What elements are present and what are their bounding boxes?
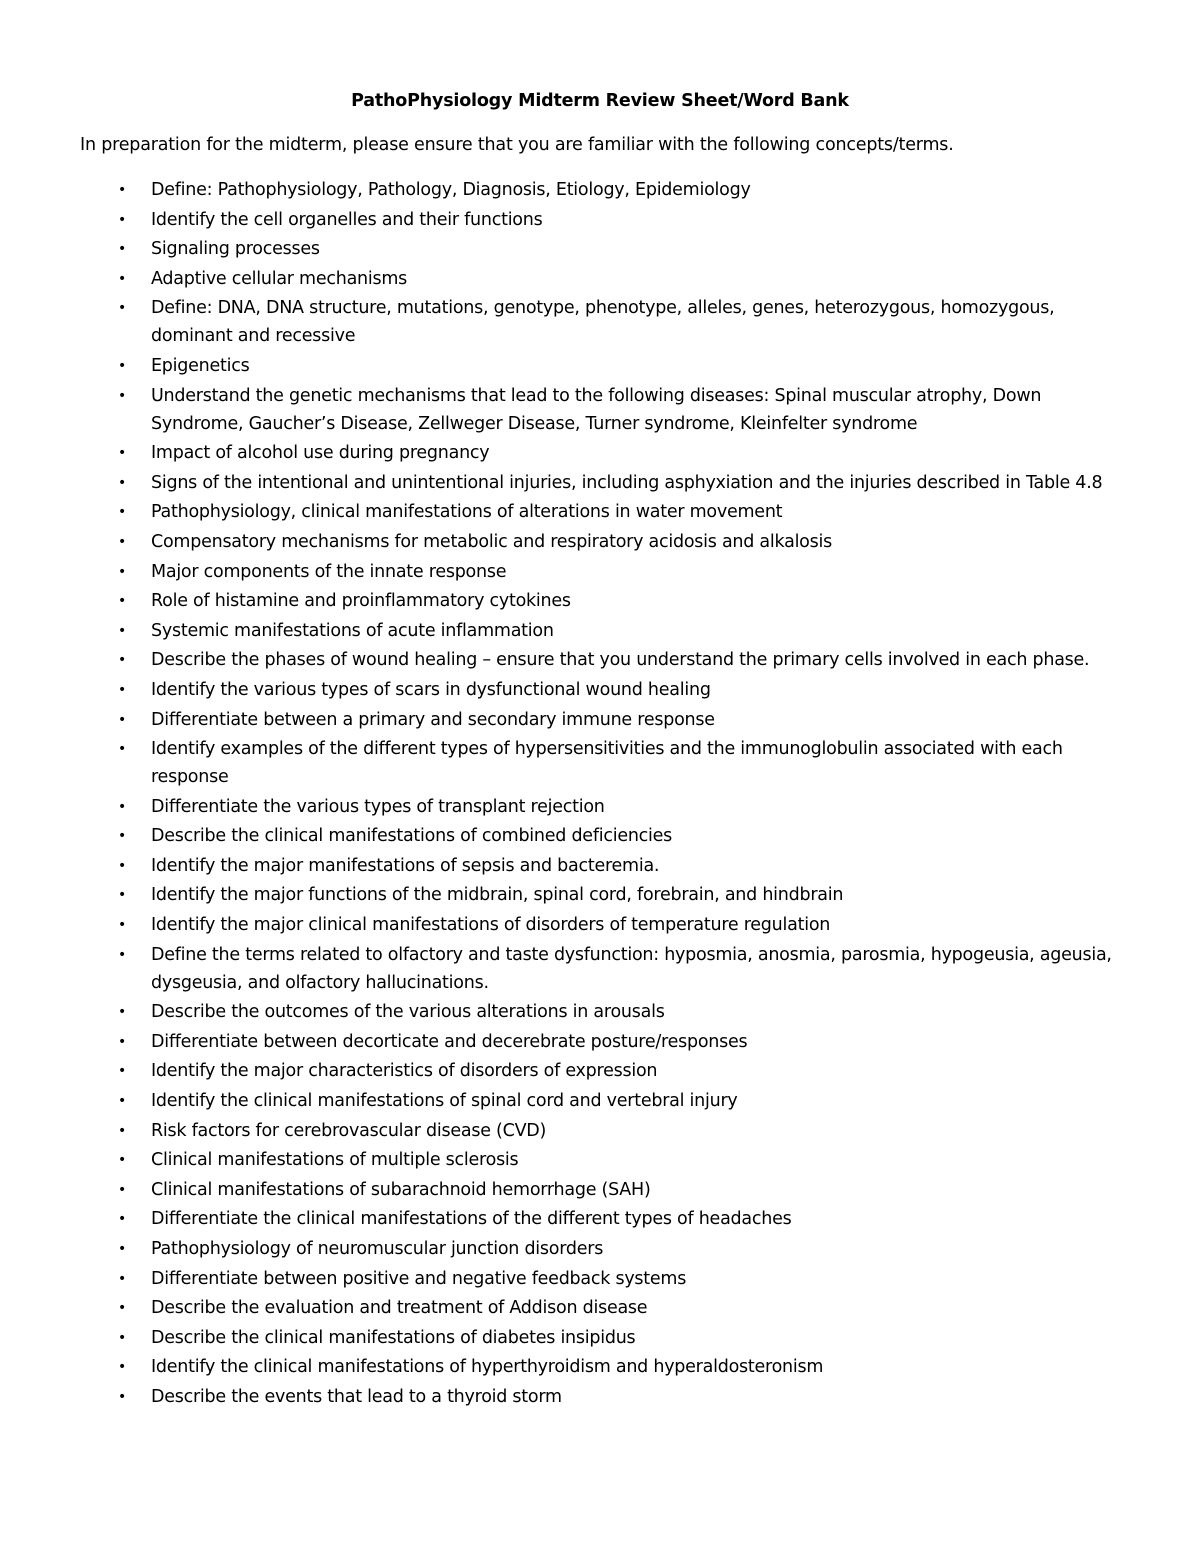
bullet-icon: •: [117, 798, 126, 815]
bullet-icon: •: [117, 652, 126, 669]
bullet-icon: •: [117, 887, 126, 904]
bullet-icon: •: [117, 300, 126, 317]
list-item: [0, 587, 1131, 615]
list-item-text: Risk factors for cerebrovascular disease (CVD): [151, 1120, 547, 1141]
list-item: [0, 176, 1131, 204]
bullet-icon: •: [117, 474, 126, 491]
list-item: [0, 735, 1131, 791]
list-item: [0, 646, 1131, 674]
review-topic-list: [0, 176, 1200, 1413]
bullet-icon: •: [117, 504, 126, 521]
bullet-icon: •: [117, 357, 126, 374]
list-item: [0, 676, 1131, 704]
list-item-text: Clinical manifestations of subarachnoid hemorrhage (SAH): [151, 1179, 651, 1200]
bullet-icon: •: [117, 445, 126, 462]
list-item-text: Describe the clinical manifestations of combined deficiencies: [151, 826, 673, 847]
list-item-text: Identify examples of the different types of hypersensitivities and the immunoglobulin associated with each response: [151, 739, 1063, 788]
list-item-text: Impact of alcohol use during pregnancy: [151, 443, 490, 464]
list-item: [0, 352, 1131, 380]
bullet-icon: •: [117, 857, 126, 874]
bullet-icon: •: [117, 741, 126, 758]
list-item-text: Identify the major functions of the midbrain, spinal cord, forebrain, and hindbrain: [151, 885, 844, 906]
bullet-icon: •: [117, 1004, 126, 1021]
list-item-text: Epigenetics: [151, 355, 250, 376]
list-item: [0, 881, 1131, 909]
bullet-icon: •: [117, 1152, 126, 1169]
bullet-icon: •: [117, 1270, 126, 1287]
list-item-text: Differentiate between a primary and secondary immune response: [151, 709, 715, 730]
bullet-icon: •: [117, 1093, 126, 1110]
list-item-text: Define: DNA, DNA structure, mutations, genotype, phenotype, alleles, genes, heterozygous, homozygous, dominant and recessive: [151, 298, 1055, 347]
page-title: PathoPhysiology Midterm Review Sheet/Word Bank: [351, 91, 849, 111]
list-item-text: Define: Pathophysiology, Pathology, Diagnosis, Etiology, Epidemiology: [151, 180, 751, 200]
list-item: [0, 911, 1131, 939]
list-item-text: Describe the events that lead to a thyroid storm: [151, 1386, 562, 1407]
list-item: [0, 1087, 1131, 1115]
bullet-icon: •: [117, 270, 126, 287]
list-item-text: Differentiate the clinical manifestations of the different types of headaches: [151, 1209, 792, 1230]
list-item: [0, 1057, 1131, 1085]
list-item: [0, 382, 1131, 438]
list-item-text: Role of histamine and proinflammatory cytokines: [151, 591, 571, 612]
list-item-text: Describe the outcomes of the various alterations in arousals: [151, 1002, 665, 1023]
list-item: [0, 1205, 1131, 1233]
bullet-icon: •: [117, 622, 126, 639]
bullet-icon: •: [117, 211, 126, 228]
bullet-icon: •: [117, 1211, 126, 1228]
bullet-icon: •: [117, 1181, 126, 1198]
bullet-icon: •: [117, 917, 126, 934]
list-item-text: Identify the major manifestations of sepsis and bacteremia.: [151, 855, 660, 876]
bullet-icon: •: [117, 711, 126, 728]
list-item-text: Identify the clinical manifestations of hyperthyroidism and hyperaldosteronism: [151, 1357, 824, 1378]
list-item: [0, 617, 1131, 645]
bullet-icon: •: [117, 533, 126, 550]
intro-paragraph: In preparation for the midterm, please ensure that you are familiar with the following concepts/terms.: [80, 135, 954, 155]
list-item: [0, 265, 1131, 293]
list-item-text: Describe the phases of wound healing – ensure that you understand the primary cells involved in each phase.: [151, 650, 1090, 671]
list-item-text: Pathophysiology, clinical manifestations of alterations in water movement: [151, 502, 783, 523]
list-item: [0, 941, 1131, 997]
bullet-icon: •: [117, 1063, 126, 1080]
list-item-text: Identify the major clinical manifestations of disorders of temperature regulation: [151, 915, 831, 936]
bullet-icon: •: [117, 828, 126, 845]
bullet-icon: •: [117, 387, 126, 404]
list-item: [0, 793, 1131, 821]
bullet-icon: •: [117, 1388, 126, 1405]
list-item-text: Describe the evaluation and treatment of Addison disease: [151, 1298, 648, 1319]
bullet-icon: •: [117, 241, 126, 258]
bullet-icon: •: [117, 1359, 126, 1376]
bullet-icon: •: [117, 946, 126, 963]
list-item: [0, 469, 1131, 497]
list-item-text: Clinical manifestations of multiple sclerosis: [151, 1150, 519, 1171]
list-item-text: Differentiate between decorticate and decerebrate posture/responses: [151, 1031, 748, 1052]
list-item-text: Major components of the innate response: [151, 561, 507, 582]
list-item-text: Adaptive cellular mechanisms: [151, 268, 408, 289]
list-item: [0, 822, 1131, 850]
list-item-text: Understand the genetic mechanisms that lead to the following diseases: Spinal muscular atrophy, Down Syndrome, Gaucher’s Disease, Zellweger Disease, Turner syndrome, Kleinfelter syndrome: [151, 385, 1042, 434]
list-item: [0, 1294, 1131, 1322]
list-item-text: Pathophysiology of neuromuscular junction disorders: [151, 1239, 604, 1259]
list-item: [0, 1383, 1131, 1411]
list-item: [0, 1353, 1131, 1381]
list-item: [0, 1235, 1131, 1263]
list-item-text: Systemic manifestations of acute inflammation: [151, 620, 554, 641]
list-item-text: Identify the major characteristics of disorders of expression: [151, 1061, 658, 1082]
list-item: [0, 528, 1131, 556]
list-item-text: Differentiate between positive and negative feedback systems: [151, 1268, 687, 1289]
bullet-icon: •: [117, 563, 126, 580]
bullet-icon: •: [117, 1122, 126, 1139]
list-item: [0, 998, 1131, 1026]
list-item-text: Signs of the intentional and unintentional injuries, including asphyxiation and the injuries described in Table 4.8: [151, 472, 1103, 493]
list-item: [0, 558, 1131, 586]
list-item-text: Describe the clinical manifestations of diabetes insipidus: [151, 1327, 636, 1348]
list-item: [0, 439, 1131, 467]
list-item: [0, 294, 1131, 350]
bullet-icon: •: [117, 1241, 126, 1257]
list-item: [0, 235, 1131, 263]
list-item-text: Identify the cell organelles and their functions: [151, 209, 543, 230]
list-item: [0, 1117, 1131, 1145]
list-item: [0, 1176, 1131, 1204]
list-item-text: Identify the various types of scars in dysfunctional wound healing: [151, 679, 711, 700]
bullet-icon: •: [117, 182, 126, 198]
list-item: [0, 852, 1131, 880]
bullet-icon: •: [117, 1033, 126, 1050]
bullet-icon: •: [117, 681, 126, 698]
list-item-text: Differentiate the various types of transplant rejection: [151, 796, 605, 817]
bullet-icon: •: [117, 593, 126, 610]
list-item-text: Signaling processes: [151, 239, 320, 260]
list-item: [0, 1146, 1131, 1174]
list-item: [0, 1324, 1131, 1352]
list-item: [0, 706, 1131, 734]
list-item-text: Compensatory mechanisms for metabolic and respiratory acidosis and alkalosis: [151, 531, 832, 552]
list-item: [0, 1265, 1131, 1293]
list-item: [0, 1028, 1131, 1056]
bullet-icon: •: [117, 1300, 126, 1317]
list-item: [0, 498, 1131, 526]
list-item: [0, 206, 1131, 234]
list-item-text: Identify the clinical manifestations of spinal cord and vertebral injury: [151, 1091, 738, 1112]
bullet-icon: •: [117, 1329, 126, 1346]
list-item-text: Define the terms related to olfactory and taste dysfunction: hyposmia, anosmia, parosmia, hypogeusia, ageusia, dysgeusia, and olfactory hallucinations.: [151, 944, 1112, 993]
